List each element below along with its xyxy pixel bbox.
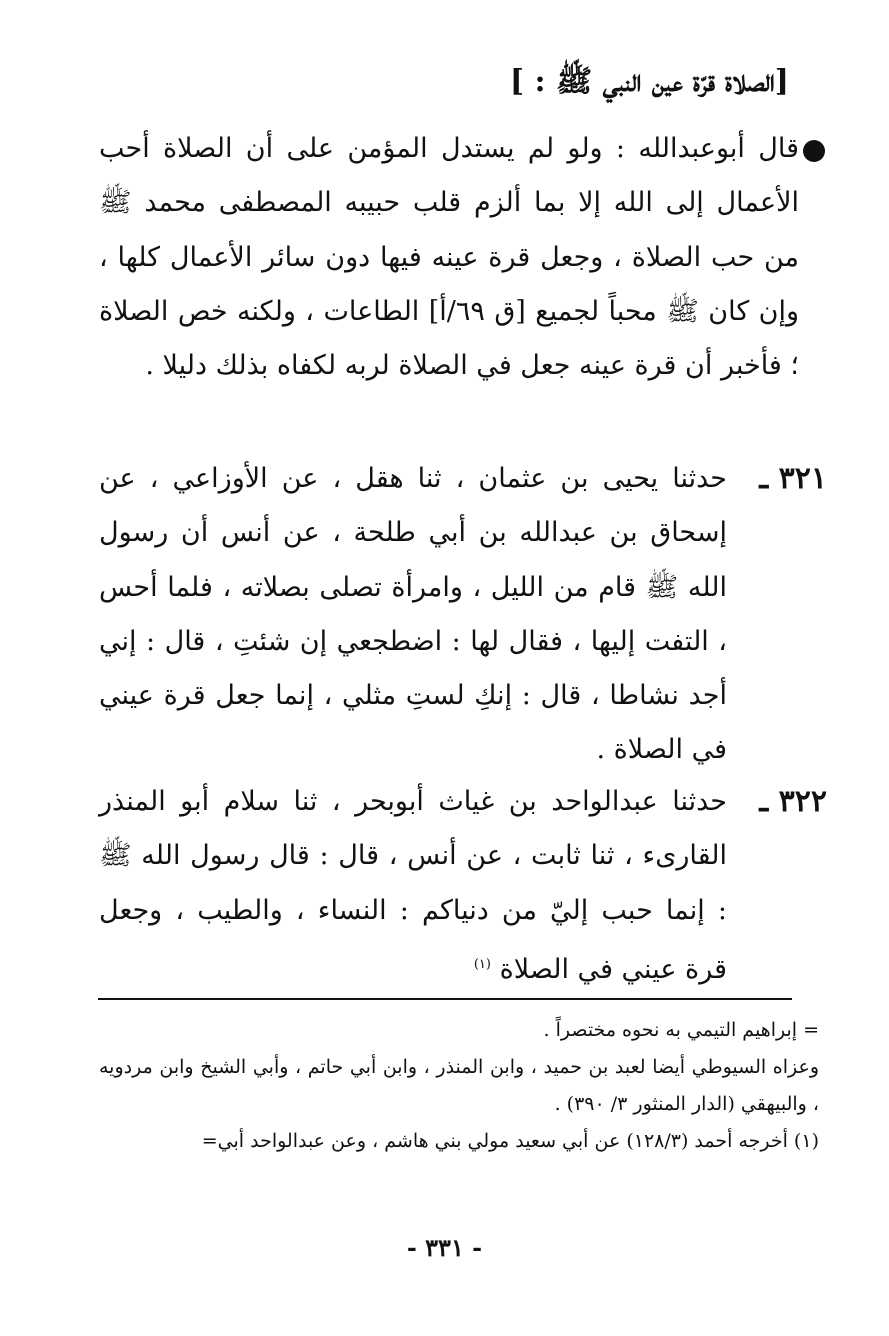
commentary-paragraph: قال أبوعبدالله : ولو لم يستدل المؤمن على أن الصلاة أحب الأعمال إلى الله إلا بما ألزم قلب حبيبه المصطفى محمد ﷺ من حب الصلاة ، وجعل قرة عينه فيها دون سائر الأعمال كلها ، وإن كان ﷺ محباً لجميع [ق ٦٩/أ] الطاعات ، ولكنه خص الصلاة ؛ فأخبر أن قرة عينه جعل في الصلاة لربه لكفاه بذلك دليلا . [99, 133, 799, 382]
hadith-321 [99, 452, 827, 778]
section-heading: [الصلاة قرّة عين النبي ﷺ : ] [509, 64, 789, 99]
footnote-reference: (١) [473, 956, 491, 972]
hadith-322 [99, 775, 827, 997]
page-number: - ٣٣١ - [406, 1233, 483, 1262]
hadith-text: حدثنا يحيى بن عثمان ، ثنا هقل ، عن الأوزاعي ، عن إسحاق بن عبدالله بن أبي طلحة ، عن أنس أن رسول الله ﷺ قام من الليل ، وامرأة تصلى بصلاته ، فلما أحس ، التفت إليها ، فقال لها : اضطجعي إن شئتِ ، قال : إني أجد نشاطا ، قال : إنكِ لستِ مثلي ، إنما جعل قرة عيني في الصلاة . [99, 463, 727, 766]
footnote-continuation: = إبراهيم التيمي به نحوه مختصراً . [543, 1019, 819, 1041]
hadith-number: ٣٢٢ ـ [759, 784, 827, 819]
hadith-number: ٣٢١ ـ [759, 461, 827, 496]
hadith-text-wrapper [99, 775, 727, 997]
bullet-icon [799, 122, 829, 393]
footnote-main: وعزاه السيوطي أيضا لعبد بن حميد ، وابن المنذر ، وابن أبي حاتم ، وأبي الشيخ وابن مردويه ، والبيهقي (الدار المنثور ٣/ ٣٩٠) . [99, 1056, 819, 1115]
footnotes [99, 1012, 819, 1160]
commentary-block [99, 122, 829, 393]
footnote-1: (١) أخرجه أحمد (١٢٨/٣) عن أبي سعيد مولي بني هاشم ، وعن عبدالواحد أبي= [201, 1130, 819, 1152]
hadith-text: حدثنا عبدالواحد بن غياث أبوبحر ، ثنا سلام أبو المنذر القارىء ، ثنا ثابت ، عن أنس ، قال : قال رسول الله ﷺ : إنما حبب إليّ من دنياكم : النساء ، والطيب ، وجعل قرة عيني في الصلاة [99, 786, 727, 985]
footnote-divider [98, 998, 792, 1000]
